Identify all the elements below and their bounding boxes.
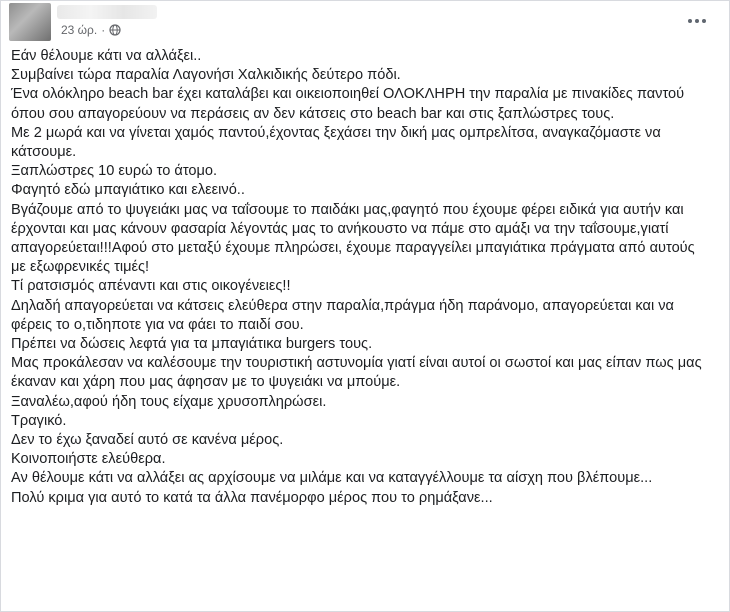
post-line: Ξαπλώστρες 10 ευρώ το άτομο. — [11, 163, 218, 180]
avatar[interactable] — [9, 3, 51, 41]
post-line: Φαγητό εδώ μπαγιάτικο και ελεεινό.. — [11, 182, 245, 199]
author-name-redacted[interactable] — [57, 5, 157, 19]
post-line: Δηλαδή απαγορεύεται να κάτσεις ελεύθερα στην παραλία,πράγμα ήδη παράνομο, απαγορεύεται και να φέρεις το ο,τιδηποτε για να φάει το παιδί σου. — [11, 297, 674, 333]
meta-separator: · — [101, 23, 106, 37]
more-options-icon[interactable] — [685, 11, 709, 31]
post-line: Εάν θέλουμε κάτι να αλλάξει.. — [11, 48, 202, 64]
post-line: Συμβαίνει τώρα παραλία Λαγονήσι Χαλκιδικής δεύτερο πόδι. — [11, 67, 401, 84]
post-meta — [61, 22, 121, 38]
post-header — [1, 1, 729, 41]
post-line: Ξαναλέω,αφού ήδη τους είχαμε χρυσοπληρώσει. — [11, 393, 327, 410]
post-text — [11, 47, 711, 508]
post-line: Μας προκάλεσαν να καλέσουμε την τουριστική αστυνομία γιατί είναι αυτοί οι σωστοί και μας είπαν πως μας έκαναν και χάρη που μας άφησαν με το ψυγειάκι να μπούμε. — [11, 355, 702, 391]
post-line: Βγάζουμε από το ψυγειάκι μας να ταΐσουμε το παιδάκι μας,φαγητό που έχουμε φέρει ειδικά για αυτήν και έρχονται και μας κάνουν φασαρία λέγοντάς μας το ανήκουστο να πάμε στο αμάξι να την ταΐσουμε,γιατί απαγορεύεται!!!Αφού στο μεταξύ έχουμε πληρώσει, έχουμε παραγγείλει μπαγιάτικα πράγματα από αυτούς με εξωφρενικές τιμές! — [11, 201, 695, 276]
post-line: Πολύ κριμα για αυτό το κατά τα άλλα πανέμορφο μέρος που το ρημάξανε... — [11, 489, 493, 506]
post-line: Με 2 μωρά και να γίνεται χαμός παντού,έχοντας ξεχάσει την δική μας ομπρελίτσα, αναγκαζόμαστε να κάτσουμε. — [11, 124, 661, 161]
post-line: Τραγικό. — [11, 412, 67, 429]
post-timestamp[interactable]: 23 ώρ. — [61, 23, 98, 37]
globe-icon[interactable] — [109, 24, 121, 36]
post-line: Κοινοποιήστε ελεύθερα. — [11, 451, 166, 468]
post-line: Πρέπει να δώσεις λεφτά για τα μπαγιάτικα burgers τους. — [11, 336, 373, 353]
post-line: Τί ρατσισμός απέναντι και στις οικογένειες!! — [11, 278, 291, 295]
post-line: Αν θέλουμε κάτι να αλλάξει ας αρχίσουμε να μιλάμε και να καταγγέλλουμε τα αίσχη που βλέπουμε... — [11, 470, 653, 487]
post-line: Δεν το έχω ξαναδεί αυτό σε κανένα μέρος. — [11, 432, 284, 449]
post-line: Ένα ολόκληρο beach bar έχει καταλάβει και οικειοποιηθεί ΟΛΟΚΛΗΡΗ την παραλία με πινακίδες παντού όπου σου απαγορεύουν να περάσεις αν δεν κάτσεις στο beach bar και στις ξαπλώστρες τους. — [11, 86, 685, 122]
